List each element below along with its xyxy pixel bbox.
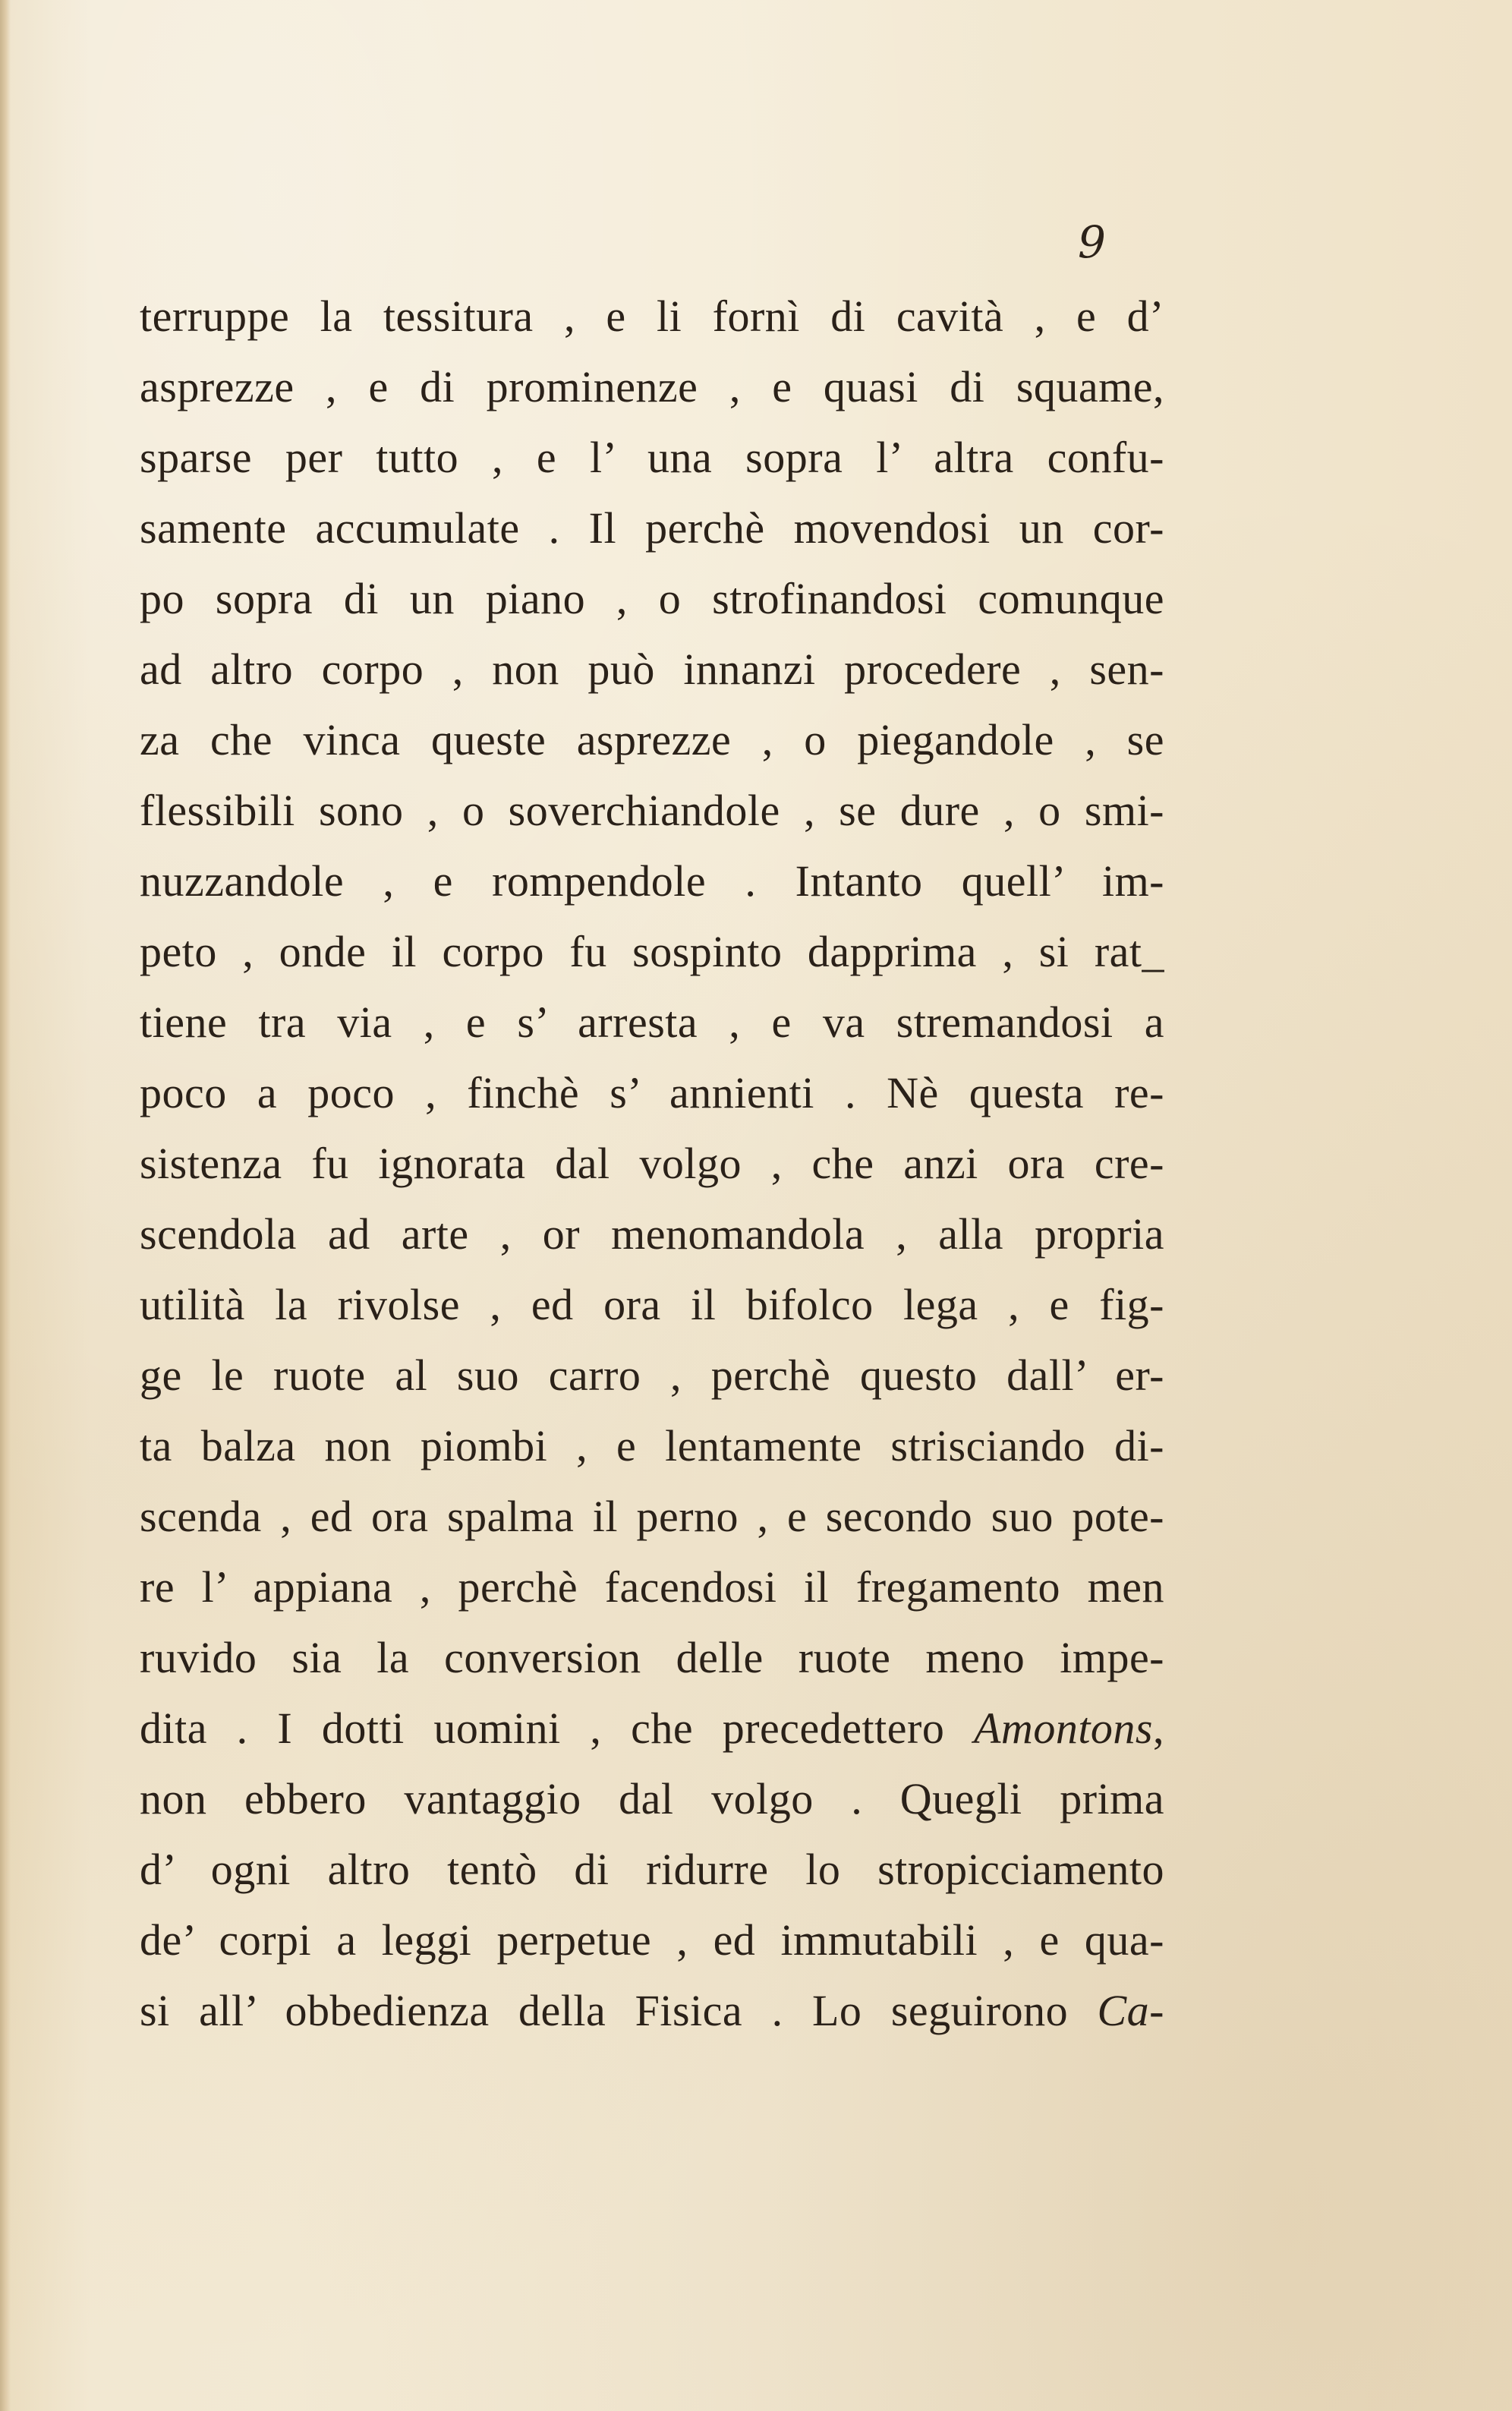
text-segment: ge le ruote al suo carro , perchè questo dall’ er- [140,1350,1164,1400]
text-segment: dita . I dotti uomini , che precedettero [140,1703,974,1753]
text-segment: nuzzandole , e rompendole . Intanto quell’ im- [140,856,1164,906]
text-segment: si all’ obbedienza della Fisica . Lo seguirono [140,1986,1098,2035]
text-line [140,846,1164,916]
text-segment: tiene tra via , e s’ arresta , e va stremandosi a [140,997,1164,1047]
text-segment: sparse per tutto , e l’ una sopra l’ altra confu- [140,433,1164,482]
text-segment: ruvido sia la conversion delle ruote meno impe- [140,1633,1164,1682]
text-line [140,1975,1164,2046]
page-number: 9 [1078,216,1106,268]
italic-name: Ca- [1097,1986,1164,2035]
text-line [140,422,1164,493]
text-line [140,704,1164,775]
text-segment: poco a poco , finchè s’ annienti . Nè questa re- [140,1068,1164,1117]
text-line [140,1834,1164,1905]
text-line [140,563,1164,634]
text-segment: de’ corpi a leggi perpetue , ed immutabili , e qua- [140,1915,1164,1965]
text-line [140,1340,1164,1410]
text-segment: scenda , ed ora spalma il perno , e secondo suo pote- [140,1492,1164,1541]
text-line [140,1622,1164,1693]
text-line [140,987,1164,1057]
text-segment: utilità la rivolse , ed ora il bifolco lega , e fig- [140,1280,1164,1329]
text-segment: scendola ad arte , or menomandola , alla propria [140,1209,1164,1259]
text-segment: terruppe la tessitura , e li fornì di cavità , e d’ [140,292,1164,341]
text-segment: ad altro corpo , non può innanzi procedere , sen- [140,645,1164,694]
text-segment: non ebbero vantaggio dal volgo . Quegli prima [140,1774,1164,1823]
text-line [140,775,1164,846]
text-line [140,1763,1164,1834]
text-line [140,1693,1164,1763]
text-segment: d’ ogni altro tentò di ridurre lo stropicciamento [140,1845,1164,1894]
text-segment: sistenza fu ignorata dal volgo , che anzi ora cre- [140,1139,1164,1188]
text-line [140,1552,1164,1622]
text-line [140,1269,1164,1340]
text-line [140,1481,1164,1552]
text-line [140,1128,1164,1199]
text-line [140,281,1164,351]
page-gutter-edge [0,0,11,2411]
text-line [140,1410,1164,1481]
text-segment: asprezze , e di prominenze , e quasi di squame, [140,362,1164,411]
text-line [140,1905,1164,1975]
text-segment: po sopra di un piano , o strofinandosi comunque [140,574,1164,623]
text-line [140,1199,1164,1269]
text-line [140,493,1164,563]
text-line [140,634,1164,704]
text-line [140,916,1164,987]
text-segment: re l’ appiana , perchè facendosi il fregamento men [140,1562,1164,1612]
text-segment: ta balza non piombi , e lentamente strisciando di- [140,1421,1164,1470]
italic-name: Amontons [974,1703,1153,1753]
text-line [140,1057,1164,1128]
text-segment: samente accumulate . Il perchè movendosi un cor- [140,503,1164,553]
body-text [140,281,1164,2046]
text-segment: flessibili sono , o soverchiandole , se dure , o smi- [140,786,1164,835]
text-segment: peto , onde il corpo fu sospinto dapprima , si rat_ [140,927,1164,976]
text-segment: za che vinca queste asprezze , o piegandole , se [140,715,1164,764]
text-line [140,351,1164,422]
text-segment: , [1153,1703,1164,1753]
